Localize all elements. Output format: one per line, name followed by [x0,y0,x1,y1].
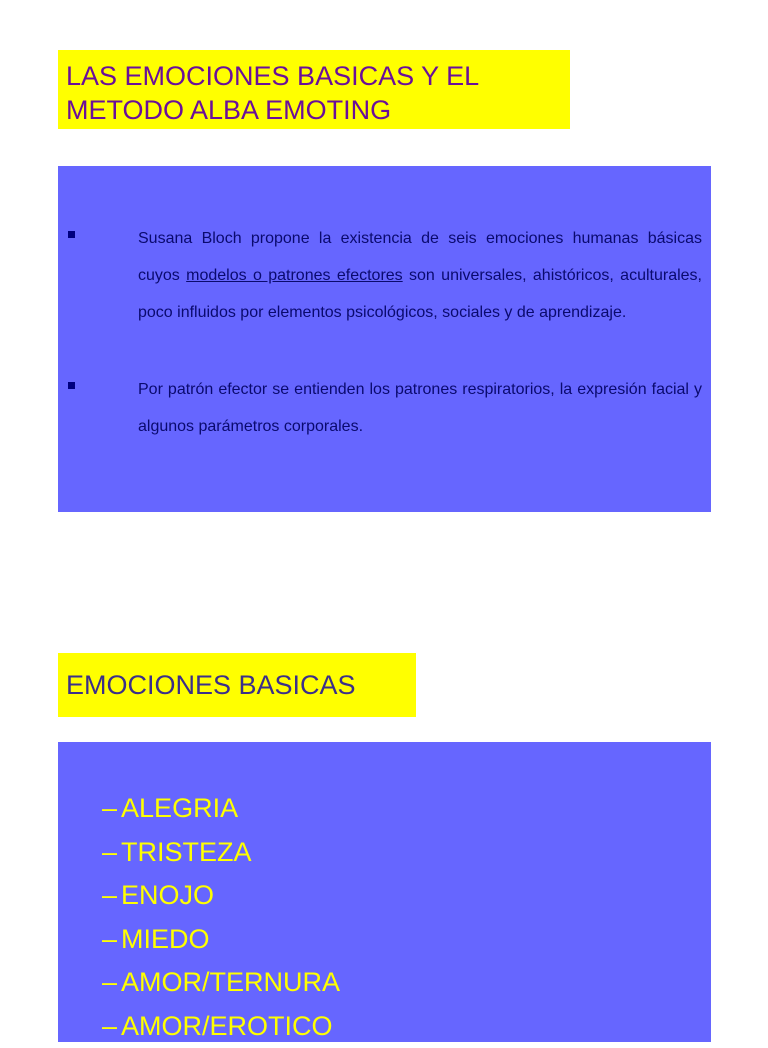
bullet-text-part: son universales, ahistóricos, aculturales, poco influidos por elementos psicológicos, sociales y de aprendizaje. [138,267,702,321]
dash-bullet: – [102,924,117,954]
emotion-label: AMOR/EROTICO [121,1011,333,1041]
section-title-box [58,50,570,129]
bullet-text [138,220,702,331]
dash-bullet: – [102,837,117,867]
emotions-panel [58,742,711,1042]
list-item [102,787,340,831]
list-item [102,918,340,962]
dash-bullet: – [102,967,117,997]
dash-bullet: – [102,793,117,823]
section-title-box [58,653,416,717]
emotion-list [102,787,340,1048]
list-item [102,961,340,1005]
content-panel [58,166,711,512]
emotion-label: ALEGRIA [121,793,238,823]
dash-bullet: – [102,880,117,910]
emotion-label: ENOJO [121,880,214,910]
bullet-text: Por patrón efector se entienden los patrones respiratorios, la expresión facial y algunos parámetros corporales. [138,371,702,445]
list-item [102,831,340,875]
list-item [102,1005,340,1048]
bullet-text-part: Susana Bloch propone la existencia de seis emociones humanas básicas cuyos [138,230,702,284]
section-title: EMOCIONES BASICAS [66,668,416,702]
emotion-label: TRISTEZA [121,837,252,867]
square-bullet-icon [68,382,75,389]
square-bullet-icon [68,231,75,238]
list-item [102,874,340,918]
dash-bullet: – [102,1011,117,1041]
emotion-label: AMOR/TERNURA [121,967,340,997]
emotion-label: MIEDO [121,924,210,954]
page-title: LAS EMOCIONES BASICAS Y EL METODO ALBA EMOTING [66,59,570,127]
efector-patterns-link[interactable]: modelos o patrones efectores [186,267,403,284]
